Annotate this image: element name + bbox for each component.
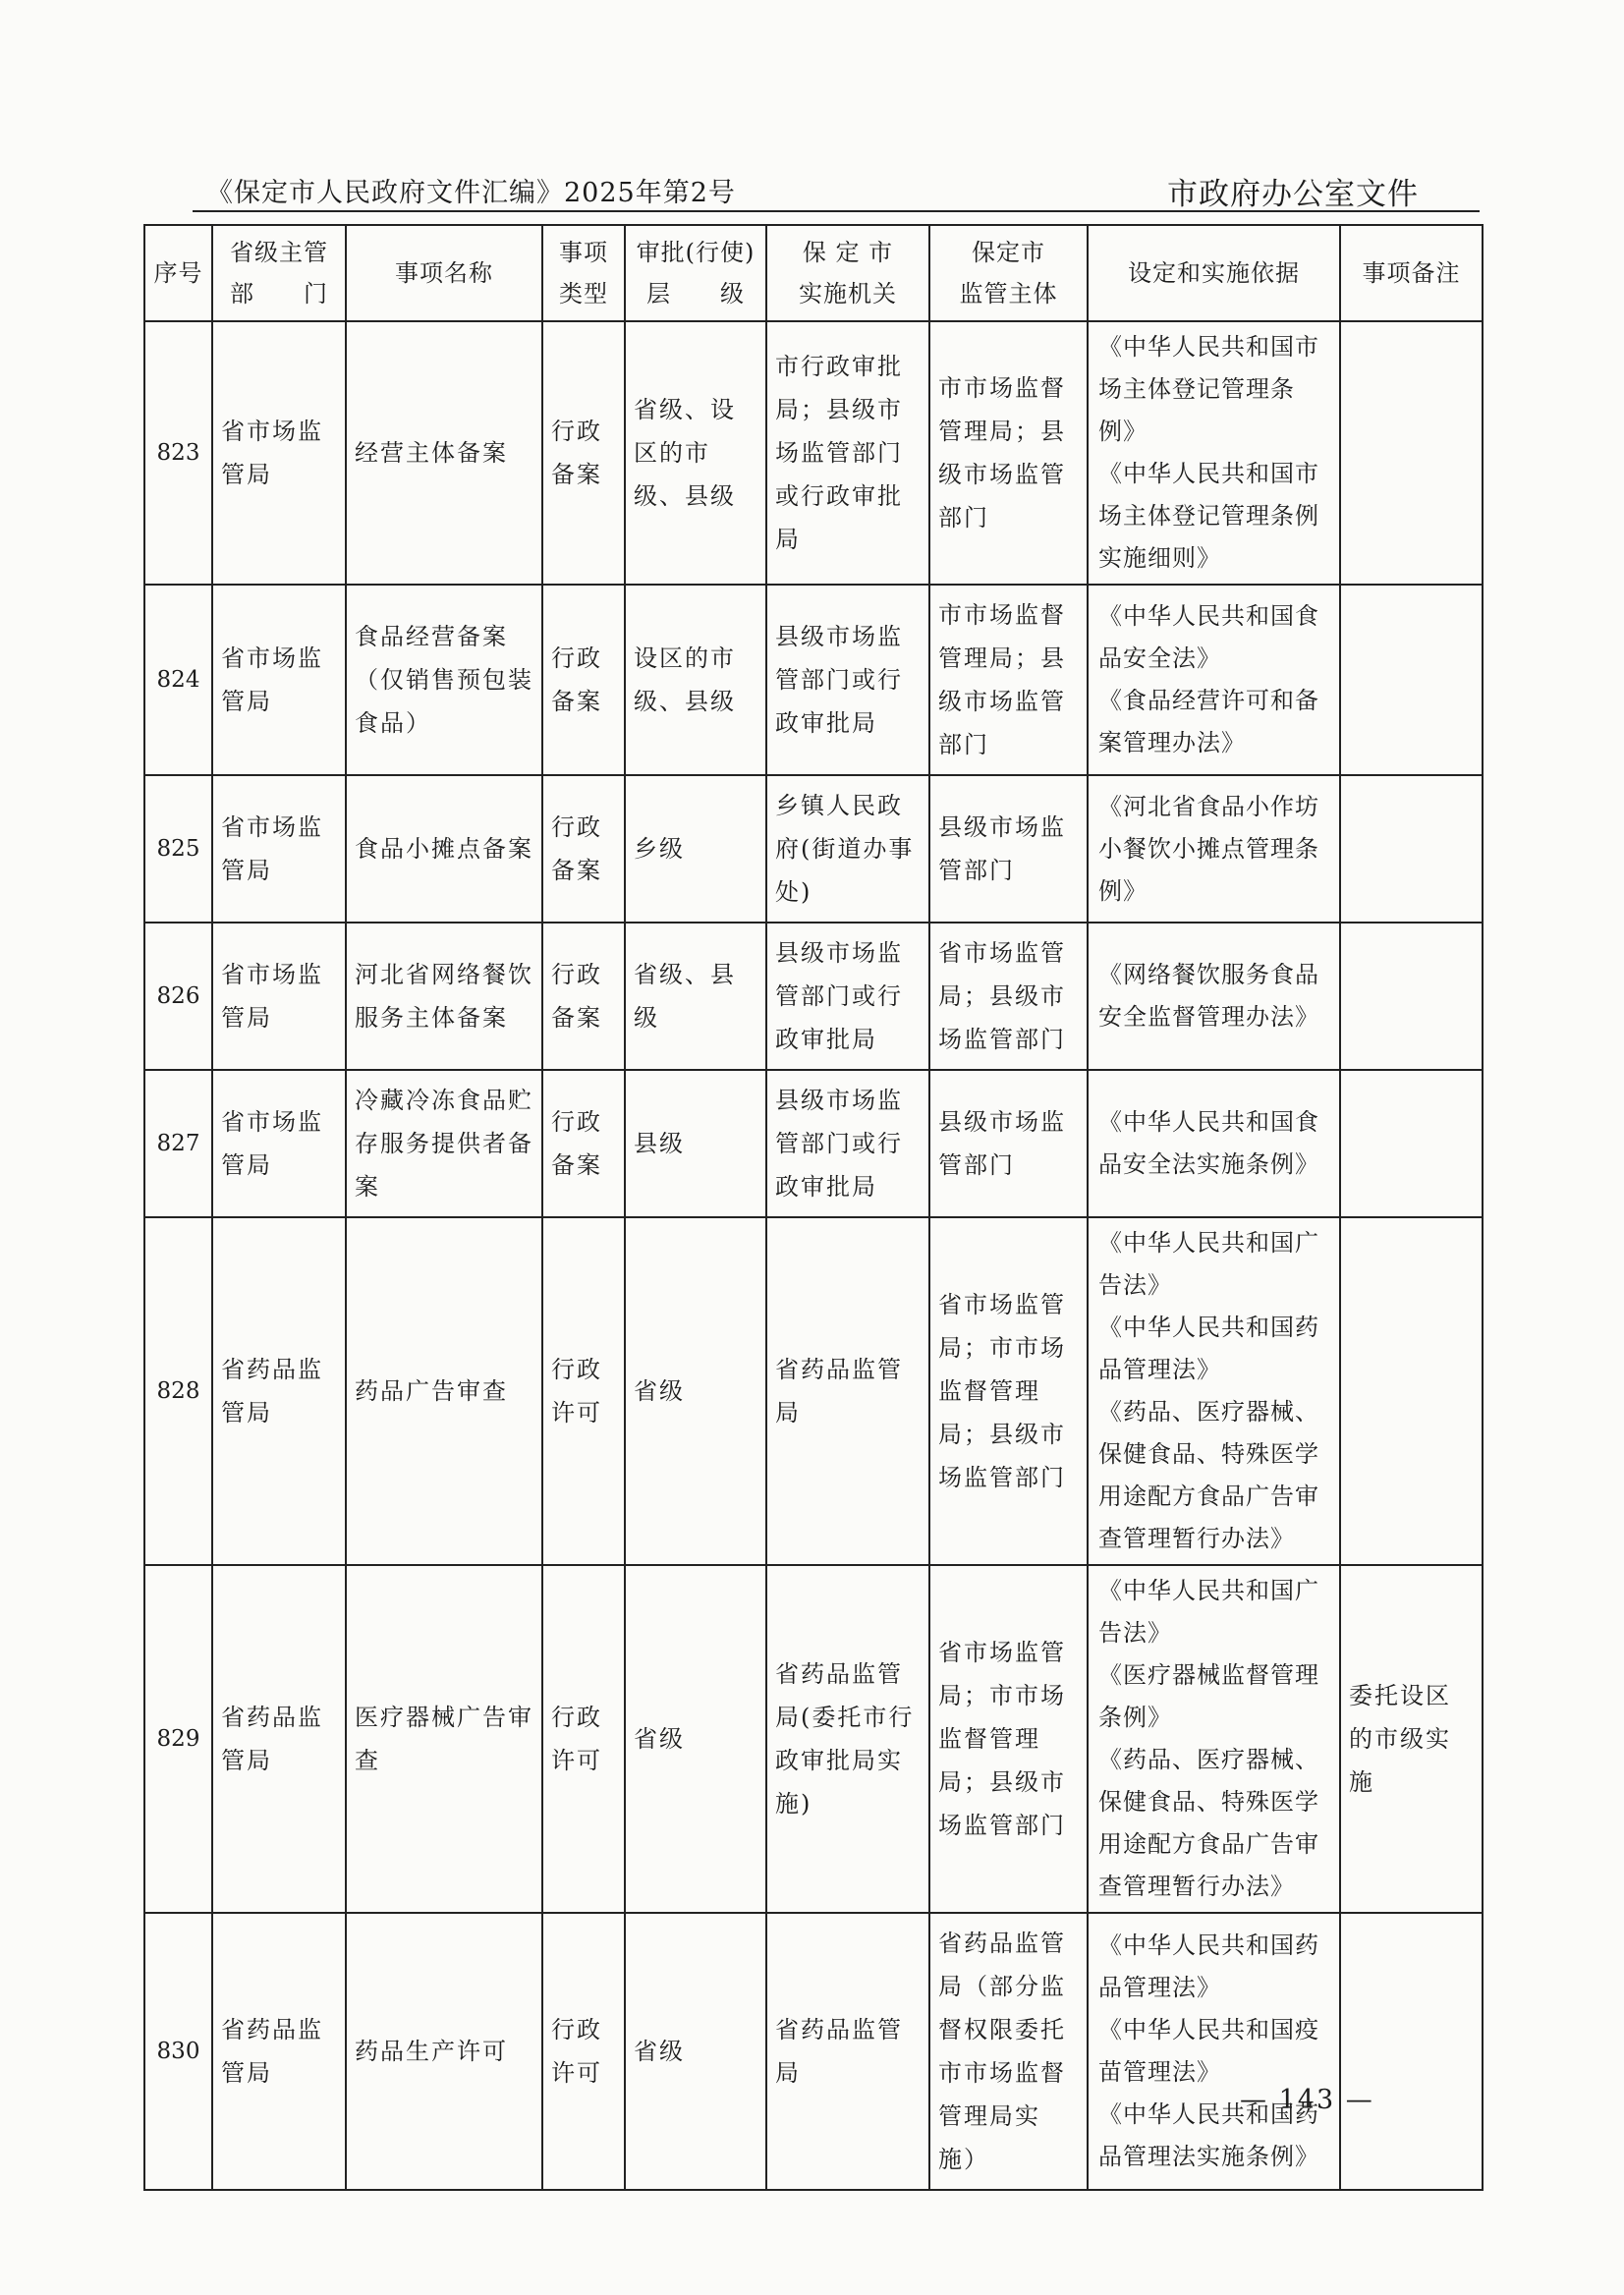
- cell-dept: 省药品监管局: [212, 1913, 346, 2190]
- cell-name: 医疗器械广告审查: [346, 1565, 542, 1913]
- cell-dept: 省市场监管局: [212, 1070, 346, 1217]
- table-row: [144, 321, 1483, 585]
- cell-agency: 县级市场监管部门或行政审批局: [766, 585, 929, 775]
- table-row: [144, 1217, 1483, 1565]
- cell-seq: 827: [144, 1070, 212, 1217]
- cell-level: 省级: [625, 1217, 766, 1565]
- cell-note: [1340, 775, 1483, 923]
- col-header-supervisor: 保定市 监管主体: [929, 225, 1088, 321]
- cell-agency: 省药品监管局: [766, 1913, 929, 2190]
- table-row: [144, 923, 1483, 1070]
- cell-agency: 县级市场监管部门或行政审批局: [766, 1070, 929, 1217]
- cell-name: 药品生产许可: [346, 1913, 542, 2190]
- cell-supervisor: 县级市场监管部门: [929, 775, 1088, 923]
- cell-supervisor: 县级市场监管部门: [929, 1070, 1088, 1217]
- cell-note: [1340, 1070, 1483, 1217]
- cell-type: 行政许可: [542, 1565, 625, 1913]
- cell-basis: 《河北省食品小作坊小餐饮小摊点管理条例》: [1088, 775, 1340, 923]
- col-header-type: 事项 类型: [542, 225, 625, 321]
- cell-agency: 市行政审批局；县级市场监管部门或行政审批局: [766, 321, 929, 585]
- collection-title: 《保定市人民政府文件汇编》2025年第2号: [206, 178, 736, 208]
- cell-seq: 825: [144, 775, 212, 923]
- cell-type: 行政备案: [542, 321, 625, 585]
- cell-supervisor: 省市场监管局；县级市场监管部门: [929, 923, 1088, 1070]
- cell-dept: 省市场监管局: [212, 923, 346, 1070]
- cell-seq: 824: [144, 585, 212, 775]
- cell-level: 省级、县级: [625, 923, 766, 1070]
- cell-basis: 《中华人民共和国食品安全法》 《食品经营许可和备案管理办法》: [1088, 585, 1340, 775]
- col-header-agency: 保 定 市 实施机关: [766, 225, 929, 321]
- cell-supervisor: 市市场监督管理局；县级市场监管部门: [929, 321, 1088, 585]
- cell-basis: 《中华人民共和国市场主体登记管理条例》 《中华人民共和国市场主体登记管理条例实施细则》: [1088, 321, 1340, 585]
- cell-supervisor: 省市场监管局；市市场监督管理局；县级市场监管部门: [929, 1565, 1088, 1913]
- page-number: — 143 —: [1240, 2085, 1374, 2115]
- cell-type: 行政许可: [542, 1217, 625, 1565]
- cell-level: 乡级: [625, 775, 766, 923]
- table-row: [144, 1070, 1483, 1217]
- col-header-note: 事项备注: [1340, 225, 1483, 321]
- cell-agency: 省药品监管局: [766, 1217, 929, 1565]
- header-rule: [193, 210, 1480, 212]
- cell-basis: 《中华人民共和国药品管理法》 《中华人民共和国疫苗管理法》 《中华人民共和国药品管理法实施条例》: [1088, 1913, 1340, 2190]
- cell-note: [1340, 321, 1483, 585]
- col-header-dept: 省级主管 部 门: [212, 225, 346, 321]
- col-header-level: 审批(行使) 层 级: [625, 225, 766, 321]
- table-row: [144, 585, 1483, 775]
- table-header-row: [144, 225, 1483, 321]
- cell-supervisor: 省市场监管局；市市场监督管理局；县级市场监管部门: [929, 1217, 1088, 1565]
- cell-type: 行政备案: [542, 923, 625, 1070]
- cell-seq: 830: [144, 1913, 212, 2190]
- cell-dept: 省市场监管局: [212, 321, 346, 585]
- cell-dept: 省药品监管局: [212, 1565, 346, 1913]
- cell-seq: 828: [144, 1217, 212, 1565]
- cell-level: 县级: [625, 1070, 766, 1217]
- col-header-basis: 设定和实施依据: [1088, 225, 1340, 321]
- cell-level: 省级: [625, 1913, 766, 2190]
- cell-seq: 823: [144, 321, 212, 585]
- cell-basis: 《中华人民共和国广告法》 《中华人民共和国药品管理法》 《药品、医疗器械、保健食品、特殊医学用途配方食品广告审查管理暂行办法》: [1088, 1217, 1340, 1565]
- table-row: [144, 1565, 1483, 1913]
- items-table: [143, 224, 1484, 2191]
- col-header-seq: 序号: [144, 225, 212, 321]
- cell-type: 行政备案: [542, 585, 625, 775]
- cell-supervisor: 省药品监管局（部分监督权限委托市市场监督管理局实施）: [929, 1913, 1088, 2190]
- cell-type: 行政备案: [542, 1070, 625, 1217]
- cell-dept: 省药品监管局: [212, 1217, 346, 1565]
- cell-name: 经营主体备案: [346, 321, 542, 585]
- cell-note: 委托设区的市级实施: [1340, 1565, 1483, 1913]
- cell-note: [1340, 1217, 1483, 1565]
- cell-name: 河北省网络餐饮服务主体备案: [346, 923, 542, 1070]
- cell-agency: 乡镇人民政府(街道办事处): [766, 775, 929, 923]
- cell-level: 设区的市级、县级: [625, 585, 766, 775]
- cell-note: [1340, 585, 1483, 775]
- cell-name: 冷藏冷冻食品贮存服务提供者备案: [346, 1070, 542, 1217]
- cell-dept: 省市场监管局: [212, 585, 346, 775]
- col-header-name: 事项名称: [346, 225, 542, 321]
- cell-supervisor: 市市场监督管理局；县级市场监管部门: [929, 585, 1088, 775]
- cell-agency: 省药品监管局(委托市行政审批局实施): [766, 1565, 929, 1913]
- cell-note: [1340, 923, 1483, 1070]
- cell-type: 行政许可: [542, 1913, 625, 2190]
- cell-level: 省级、设区的市级、县级: [625, 321, 766, 585]
- cell-basis: 《网络餐饮服务食品安全监督管理办法》: [1088, 923, 1340, 1070]
- table-row: [144, 1913, 1483, 2190]
- cell-dept: 省市场监管局: [212, 775, 346, 923]
- cell-name: 食品经营备案（仅销售预包装食品）: [346, 585, 542, 775]
- cell-basis: 《中华人民共和国食品安全法实施条例》: [1088, 1070, 1340, 1217]
- cell-note: [1340, 1913, 1483, 2190]
- document-category: 市政府办公室文件: [1167, 177, 1419, 212]
- cell-name: 食品小摊点备案: [346, 775, 542, 923]
- cell-type: 行政备案: [542, 775, 625, 923]
- cell-level: 省级: [625, 1565, 766, 1913]
- cell-basis: 《中华人民共和国广告法》 《医疗器械监督管理条例》 《药品、医疗器械、保健食品、特殊医学用途配方食品广告审查管理暂行办法》: [1088, 1565, 1340, 1913]
- cell-agency: 县级市场监管部门或行政审批局: [766, 923, 929, 1070]
- cell-seq: 829: [144, 1565, 212, 1913]
- cell-seq: 826: [144, 923, 212, 1070]
- cell-name: 药品广告审查: [346, 1217, 542, 1565]
- table-row: [144, 775, 1483, 923]
